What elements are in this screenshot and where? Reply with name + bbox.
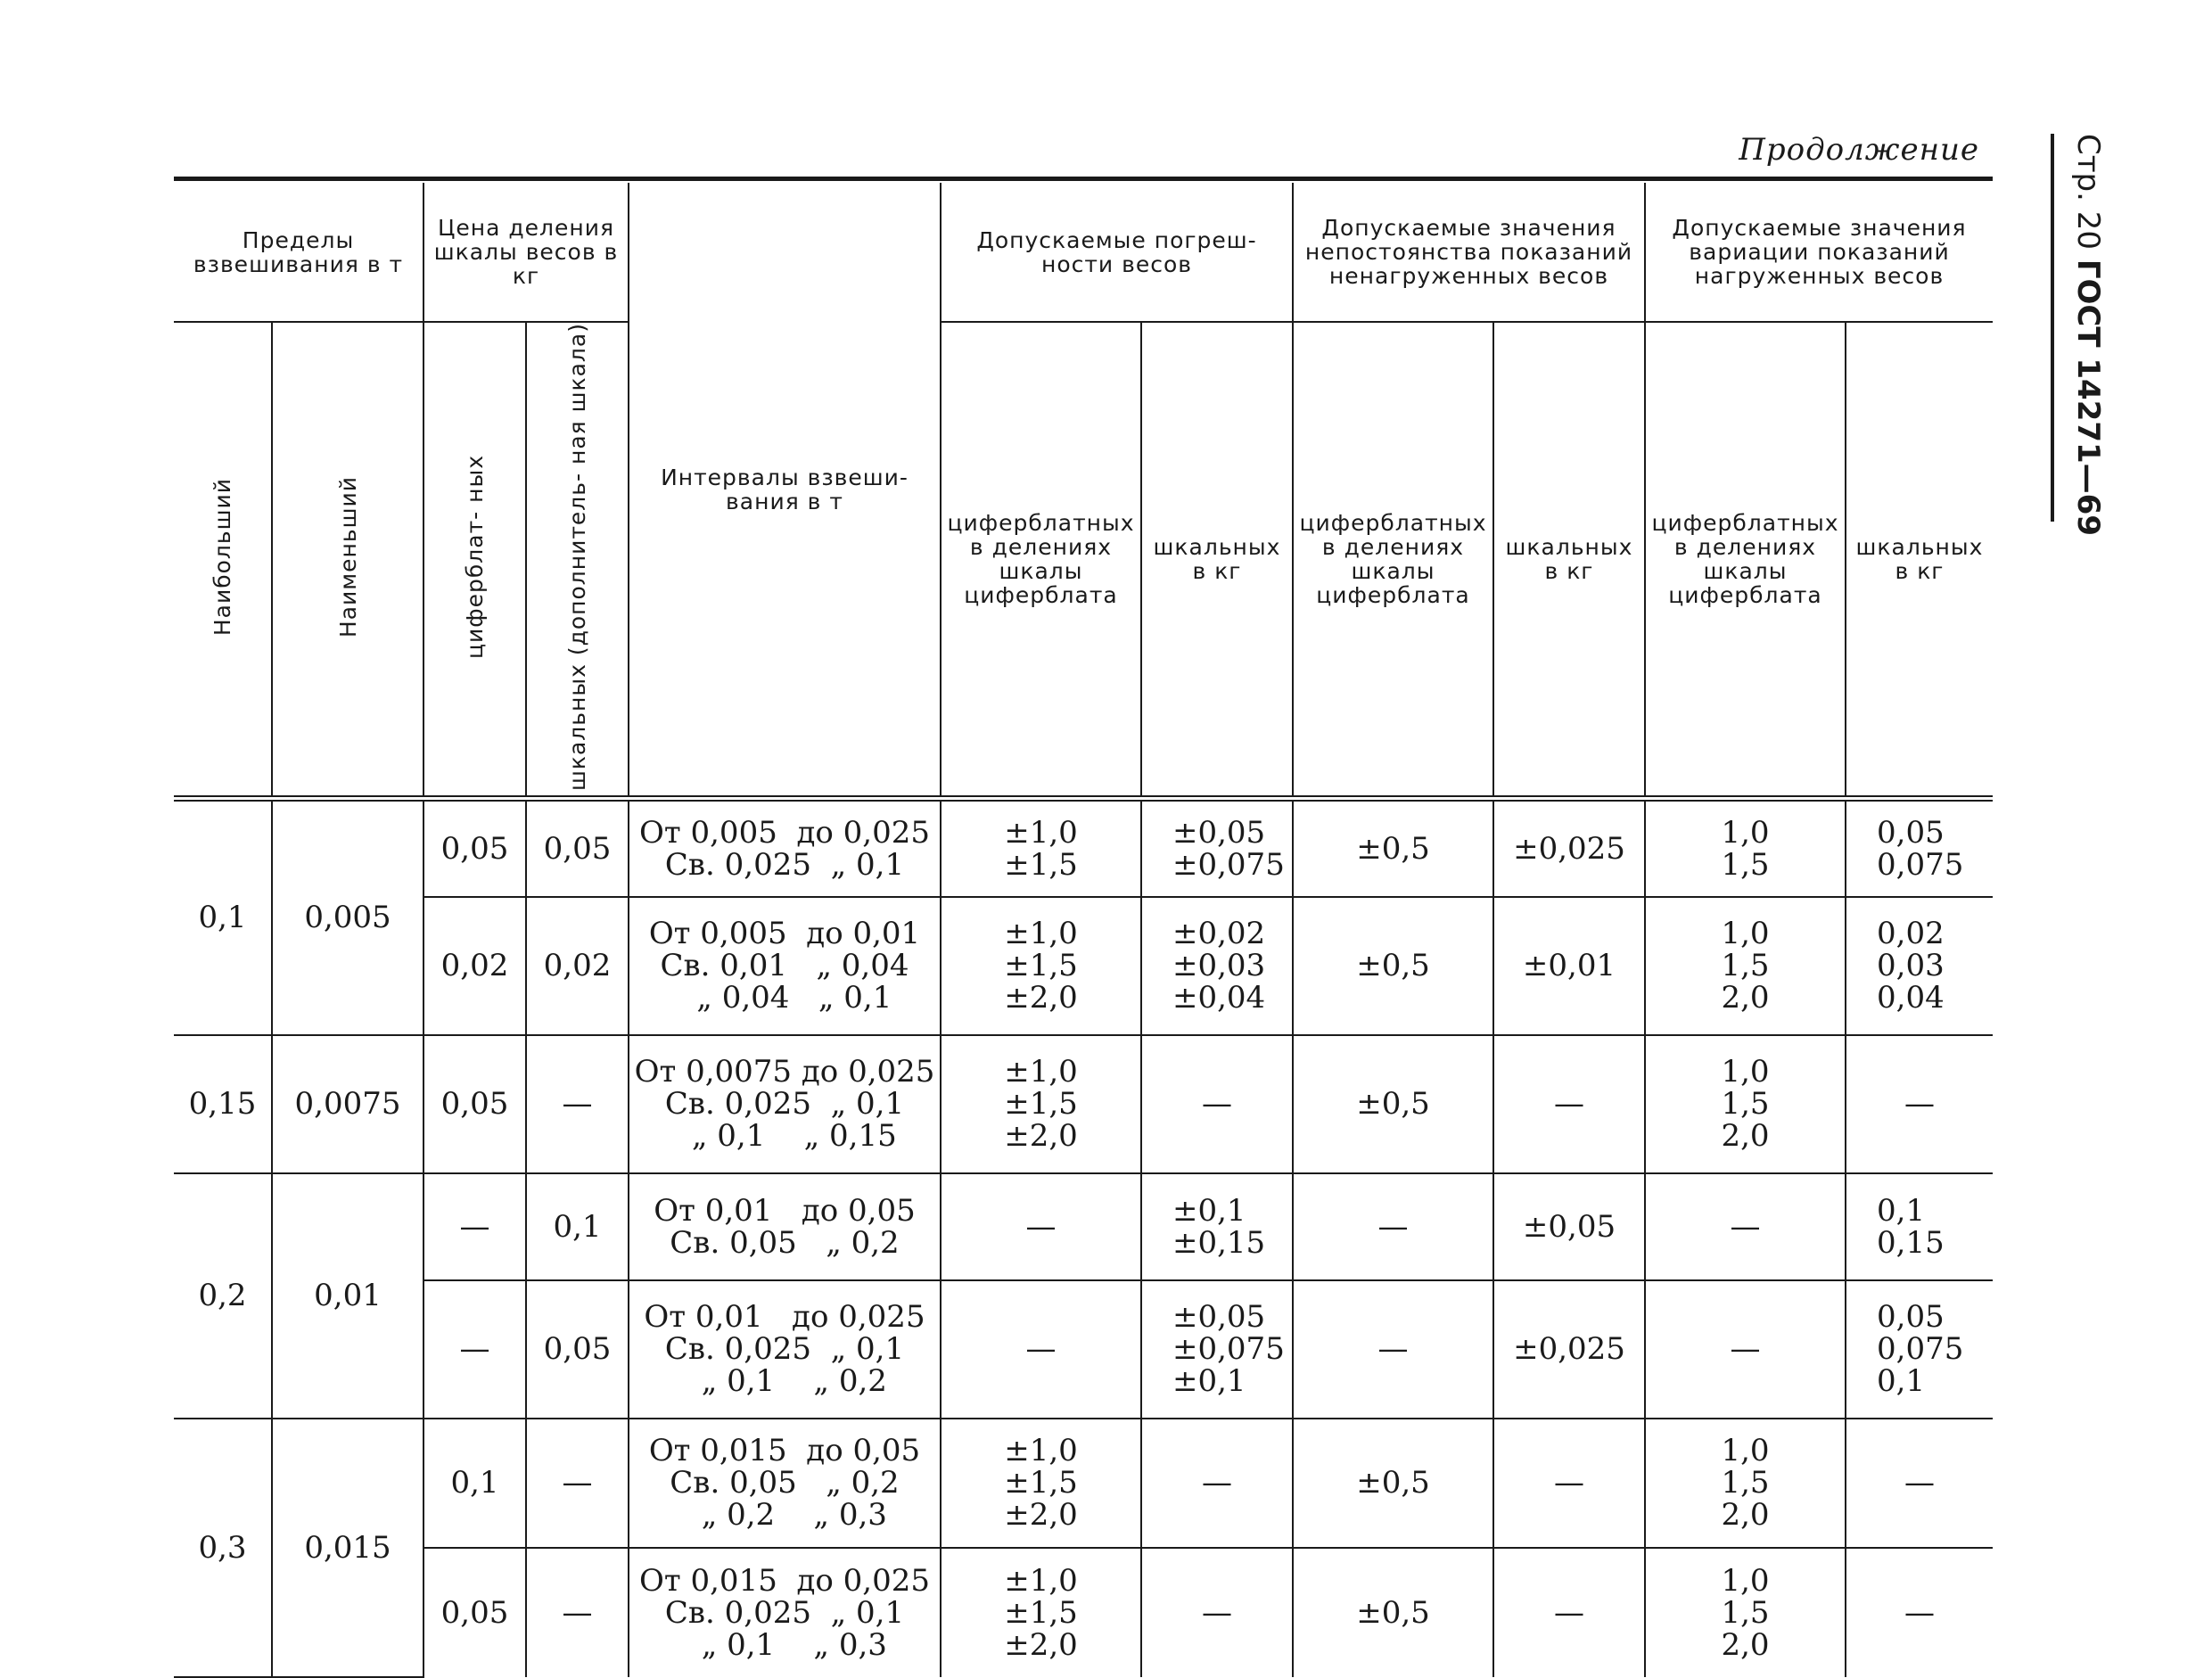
limit-max-cell: 0,15 [174,1035,272,1173]
header-limits-min-text: Наименьший [334,475,361,638]
variation-dial-cell-line: 1,0 [1721,1054,1770,1090]
table-row [174,1548,1993,1677]
interval-cell-line: „ 0,1 „ 0,3 [682,1626,887,1663]
interval-cell-line: От 0,015 до 0,05 [648,1433,921,1469]
interval-cell-line: От 0,01 до 0,05 [654,1192,916,1229]
header-division-dial [423,322,526,799]
variation-dial-cell-line: 2,0 [1721,980,1770,1016]
error-dial-cell-lines [945,1562,1137,1663]
variation-scale-cell [1846,1548,1993,1677]
division-scale-cell: 0,05 [526,1280,629,1419]
limit-min-cell: 0,005 [272,799,423,1035]
header-row-top [174,183,1993,322]
variation-dial-cell [1645,1280,1846,1419]
header-errors-scale: шкальных в кг [1141,322,1293,799]
interval-cell-lines [633,1299,936,1400]
inconstancy-scale-cell: ±0,01 [1493,897,1645,1035]
header-intervals: Интервалы взвеши- вания в т [629,183,941,799]
header-row-sub [174,322,1993,799]
interval-cell [629,1548,941,1677]
division-dial-cell: — [423,1173,526,1280]
table-head [174,183,1993,799]
error-scale-cell-line: ±0,02 [1172,916,1266,952]
error-dial-cell-lines [945,1331,1137,1368]
inconstancy-dial-cell: ±0,5 [1293,1419,1493,1548]
variation-scale-cell-lines [1850,1192,1989,1261]
interval-cell-lines [633,814,936,883]
variation-scale-cell-line: 0,04 [1877,980,1945,1016]
variation-dial-cell-lines [1649,1208,1841,1245]
variation-scale-cell-line: 0,05 [1877,814,1945,851]
variation-scale-cell [1846,897,1993,1035]
error-dial-cell-line: ±1,5 [1004,948,1078,984]
error-scale-cell-line: ±0,05 [1172,814,1266,851]
error-scale-cell-line: ±0,03 [1172,948,1266,984]
variation-scale-cell-lines [1850,1467,1989,1499]
variation-dial-cell-line: 1,0 [1721,1433,1770,1469]
error-dial-cell-line: ±1,0 [1004,916,1078,952]
interval-cell-lines [633,1562,936,1663]
header-variation: Допускаемые значения вариации показаний нагруженных весов [1645,183,1993,322]
variation-dial-cell [1645,1548,1846,1677]
header-division-scale-text: шкальных (дополнитель- ная шкала) [564,323,590,792]
error-scale-cell-line: — [1202,1465,1232,1501]
variation-scale-cell-lines [1850,1299,1989,1400]
header-limits-max-text: Наибольший [210,477,235,637]
interval-cell [629,1419,941,1548]
error-dial-cell-line: ±1,0 [1004,1562,1078,1599]
variation-scale-cell-line: 0,05 [1877,1299,1945,1336]
error-scale-cell-lines [1146,814,1288,883]
table-row [174,1280,1993,1419]
error-dial-cell-line: ±2,0 [1004,980,1078,1016]
error-dial-cell-line: — [1025,1208,1057,1245]
error-scale-cell-line: ±0,075 [1172,846,1285,883]
interval-cell-line: Св. 0,05 „ 0,2 [670,1465,900,1501]
variation-dial-cell-line: 1,0 [1721,814,1770,851]
interval-cell [629,897,941,1035]
interval-cell-line: „ 0,2 „ 0,3 [682,1497,887,1534]
error-dial-cell-line: ±2,0 [1004,1497,1078,1534]
variation-scale-cell [1846,799,1993,897]
limit-min-cell: 0,015 [272,1419,423,1677]
error-dial-cell-lines [945,1054,1137,1155]
division-scale-cell: 0,1 [526,1173,629,1280]
variation-scale-cell [1846,1035,1993,1173]
variation-dial-cell-lines [1649,1433,1841,1534]
interval-cell-line: „ 0,04 „ 0,1 [677,980,892,1016]
limit-min-cell: 0,01 [272,1173,423,1419]
interval-cell-line: „ 0,1 „ 0,15 [672,1118,897,1155]
table-body [174,799,1993,1677]
inconstancy-dial-cell: ±0,5 [1293,1035,1493,1173]
error-dial-cell-line: ±2,0 [1004,1118,1078,1155]
error-dial-cell-lines [945,917,1137,1014]
inconstancy-dial-cell: — [1293,1280,1493,1419]
header-variation-dial: циферблатных в делениях шкалы циферблата [1645,322,1846,799]
division-scale-cell: — [526,1419,629,1548]
side-rule [2051,134,2054,522]
error-dial-cell-line: ±1,5 [1004,1086,1078,1123]
error-scale-cell-line: ±0,04 [1172,980,1266,1016]
error-scale-cell-line: — [1202,1086,1232,1123]
tolerance-table [174,183,1993,1678]
variation-dial-cell-line: 1,5 [1721,1594,1770,1631]
variation-dial-cell-lines [1649,1054,1841,1155]
error-scale-cell [1141,1173,1293,1280]
inconstancy-dial-cell: ±0,5 [1293,1548,1493,1677]
interval-cell-line: Св. 0,025 „ 0,1 [664,1594,905,1631]
division-scale-cell: — [526,1035,629,1173]
header-errors-dial: циферблатных в делениях шкалы циферблата [941,322,1141,799]
interval-cell-line: Св. 0,01 „ 0,04 [660,948,909,984]
variation-dial-cell-lines [1649,917,1841,1014]
error-dial-cell-lines [945,814,1137,883]
inconstancy-scale-cell: — [1493,1419,1645,1548]
interval-cell-line: Св. 0,025 „ 0,1 [664,846,905,883]
interval-cell-lines [633,1054,936,1155]
variation-dial-cell-line: 1,0 [1721,916,1770,952]
error-scale-cell [1141,1035,1293,1173]
error-dial-cell-line: ±1,0 [1004,814,1078,851]
limit-max-cell: 0,1 [174,799,272,1035]
header-inconstancy-dial: циферблатных в делениях шкалы циферблата [1293,322,1493,799]
variation-dial-cell-line: 2,0 [1721,1497,1770,1534]
variation-dial-cell-line: 2,0 [1721,1118,1770,1155]
variation-scale-cell-line: 0,1 [1877,1192,1926,1229]
variation-dial-cell [1645,1173,1846,1280]
interval-cell-line: От 0,005 до 0,025 [639,814,930,851]
header-division-scale [526,322,629,799]
header-limits: Пределы взвешивания в т [174,183,423,322]
error-scale-cell [1141,897,1293,1035]
page-side-label [2070,134,2106,536]
error-dial-cell-line: ±1,0 [1004,1433,1078,1469]
error-dial-cell-line: — [1025,1331,1057,1368]
interval-cell-line: „ 0,1 „ 0,2 [682,1363,887,1400]
header-division-dial-text: циферблат- ных [462,455,488,660]
page-number: Стр. 20 [2070,134,2106,251]
error-dial-cell-lines [945,1433,1137,1534]
division-scale-cell: 0,02 [526,897,629,1035]
division-dial-cell: 0,05 [423,799,526,897]
division-scale-cell: 0,05 [526,799,629,897]
variation-dial-cell-lines [1649,814,1841,883]
error-dial-cell [941,1173,1141,1280]
inconstancy-dial-cell: — [1293,1173,1493,1280]
error-scale-cell-line: ±0,075 [1172,1331,1285,1368]
variation-scale-cell-lines [1850,814,1989,883]
error-scale-cell-line: — [1202,1594,1232,1631]
limit-min-cell: 0,0075 [272,1035,423,1173]
variation-scale-cell-lines [1850,1594,1989,1631]
variation-dial-cell-line: 1,0 [1721,1562,1770,1599]
variation-dial-cell-line: — [1730,1331,1761,1368]
interval-cell [629,1173,941,1280]
division-scale-cell: — [526,1548,629,1677]
interval-cell-line: От 0,0075 до 0,025 [634,1054,935,1090]
inconstancy-scale-cell: ±0,05 [1493,1173,1645,1280]
header-limits-min [272,322,423,799]
error-scale-cell-line: ±0,1 [1172,1363,1246,1400]
variation-dial-cell [1645,1035,1846,1173]
interval-cell [629,1280,941,1419]
interval-cell-lines [633,1192,936,1261]
division-dial-cell: 0,1 [423,1419,526,1548]
interval-cell-line: Св. 0,025 „ 0,1 [664,1331,905,1368]
interval-cell-line: От 0,015 до 0,025 [639,1562,930,1599]
limit-max-cell: 0,3 [174,1419,272,1677]
error-scale-cell-lines [1146,1299,1288,1400]
header-inconstancy: Допускаемые значения непостоянства показаний ненагруженных весов [1293,183,1645,322]
table-row [174,897,1993,1035]
interval-cell [629,799,941,897]
error-scale-cell-lines [1146,917,1288,1014]
variation-dial-cell-line: 1,5 [1721,1086,1770,1123]
variation-scale-cell-line: 0,15 [1877,1224,1945,1261]
division-dial-cell: — [423,1280,526,1419]
variation-dial-cell [1645,897,1846,1035]
header-division: Цена деления шкалы весов в кг [423,183,629,322]
interval-cell-line: От 0,01 до 0,025 [644,1299,925,1336]
header-limits-max [174,322,272,799]
error-scale-cell-lines [1146,1594,1288,1631]
error-dial-cell [941,1419,1141,1548]
error-dial-cell-line: ±1,5 [1004,1594,1078,1631]
table-row [174,1173,1993,1280]
error-dial-cell-line: ±2,0 [1004,1626,1078,1663]
variation-dial-cell-line: — [1730,1208,1761,1245]
header-variation-scale: шкальных в кг [1846,322,1993,799]
error-scale-cell [1141,1548,1293,1677]
division-dial-cell: 0,02 [423,897,526,1035]
division-dial-cell: 0,05 [423,1548,526,1677]
variation-scale-cell [1846,1173,1993,1280]
variation-scale-cell [1846,1419,1993,1548]
error-scale-cell [1141,1419,1293,1548]
variation-dial-cell [1645,799,1846,897]
error-scale-cell-lines [1146,1086,1288,1123]
variation-dial-cell [1645,1419,1846,1548]
inconstancy-dial-cell: ±0,5 [1293,897,1493,1035]
division-dial-cell: 0,05 [423,1035,526,1173]
limit-max-cell: 0,2 [174,1173,272,1419]
error-scale-cell-lines [1146,1192,1288,1261]
standard-number: ГОСТ 14271—69 [2070,259,2106,536]
error-dial-cell-lines [945,1208,1137,1245]
error-dial-cell [941,1548,1141,1677]
interval-cell-line: Св. 0,05 „ 0,2 [670,1224,900,1261]
inconstancy-dial-cell: ±0,5 [1293,799,1493,897]
variation-dial-cell-line: 2,0 [1721,1626,1770,1663]
variation-scale-cell-lines [1850,1086,1989,1123]
interval-cell-lines [633,1433,936,1534]
variation-dial-cell-lines [1649,1562,1841,1663]
variation-scale-cell-line: — [1904,1086,1935,1123]
interval-cell [629,1035,941,1173]
variation-dial-cell-line: 1,5 [1721,948,1770,984]
variation-scale-cell-line: 0,075 [1877,1331,1964,1368]
error-dial-cell [941,897,1141,1035]
error-scale-cell-line: ±0,15 [1172,1224,1266,1261]
table-row [174,799,1993,897]
error-dial-cell-line: ±1,5 [1004,846,1078,883]
header-inconstancy-scale: шкальных в кг [1493,322,1645,799]
header-errors: Допускаемые погреш- ности весов [941,183,1293,322]
error-scale-cell [1141,1280,1293,1419]
inconstancy-scale-cell: ±0,025 [1493,799,1645,897]
error-dial-cell-line: ±1,5 [1004,1465,1078,1501]
error-dial-cell [941,1280,1141,1419]
table-row [174,1419,1993,1548]
variation-dial-cell-lines [1649,1331,1841,1368]
inconstancy-scale-cell: — [1493,1548,1645,1677]
variation-scale-cell-line: 0,03 [1877,948,1945,984]
error-scale-cell-line: ±0,05 [1172,1299,1266,1336]
variation-scale-cell [1846,1280,1993,1419]
error-dial-cell [941,1035,1141,1173]
error-dial-cell [941,799,1141,897]
interval-cell-line: Св. 0,025 „ 0,1 [664,1086,905,1123]
table-row [174,1035,1993,1173]
variation-scale-cell-line: — [1904,1594,1935,1631]
inconstancy-scale-cell: — [1493,1035,1645,1173]
error-scale-cell-line: ±0,1 [1172,1192,1246,1229]
variation-scale-cell-line: 0,075 [1877,846,1964,883]
inconstancy-scale-cell: ±0,025 [1493,1280,1645,1419]
interval-cell-lines [633,917,936,1014]
variation-scale-cell-line: — [1904,1465,1935,1501]
variation-dial-cell-line: 1,5 [1721,1465,1770,1501]
variation-scale-cell-lines [1850,917,1989,1014]
variation-scale-cell-line: 0,02 [1877,916,1945,952]
error-scale-cell [1141,799,1293,897]
error-dial-cell-line: ±1,0 [1004,1054,1078,1090]
variation-scale-cell-line: 0,1 [1877,1363,1926,1400]
error-scale-cell-lines [1146,1467,1288,1499]
interval-cell-line: От 0,005 до 0,01 [648,916,921,952]
variation-dial-cell-line: 1,5 [1721,846,1770,883]
continuation-label: Продолжение [1739,132,1979,168]
top-rule [174,177,1993,181]
